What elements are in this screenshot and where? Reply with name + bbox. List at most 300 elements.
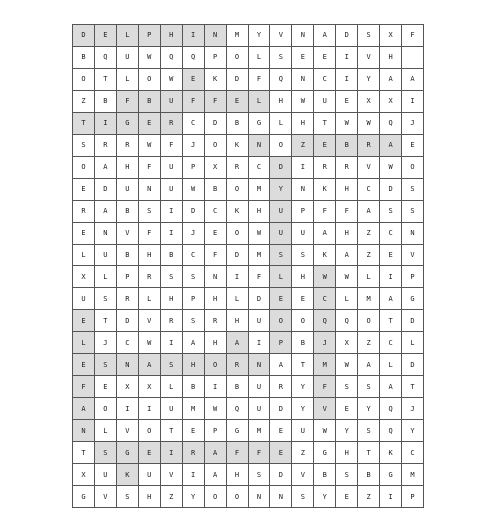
grid-cell[interactable]: R [336,156,358,178]
grid-cell[interactable]: L [226,288,248,310]
grid-cell[interactable]: F [402,25,424,47]
grid-cell[interactable]: J [402,112,424,134]
grid-cell[interactable]: N [292,178,314,200]
grid-cell[interactable]: A [226,332,248,354]
grid-cell[interactable]: P [116,266,138,288]
grid-cell[interactable]: F [248,442,270,464]
grid-cell[interactable]: I [160,442,182,464]
grid-cell[interactable]: E [314,46,336,68]
grid-cell[interactable]: C [380,332,402,354]
grid-cell[interactable]: E [292,46,314,68]
grid-cell[interactable]: V [160,464,182,486]
grid-cell[interactable]: O [226,222,248,244]
grid-cell[interactable]: L [160,376,182,398]
grid-cell[interactable]: I [248,332,270,354]
grid-cell[interactable]: S [94,442,116,464]
grid-cell[interactable]: N [248,134,270,156]
grid-cell[interactable]: I [226,266,248,288]
grid-cell[interactable]: T [358,442,380,464]
grid-cell[interactable]: D [73,25,95,47]
grid-cell[interactable]: E [182,68,204,90]
grid-cell[interactable]: H [138,486,160,508]
grid-cell[interactable]: Y [270,178,292,200]
grid-cell[interactable]: S [380,200,402,222]
grid-cell[interactable]: A [380,288,402,310]
grid-cell[interactable]: O [226,178,248,200]
grid-cell[interactable]: P [204,420,226,442]
grid-cell[interactable]: Z [358,332,380,354]
grid-cell[interactable]: U [160,90,182,112]
grid-cell[interactable]: J [314,332,336,354]
grid-cell[interactable]: Q [380,420,402,442]
grid-cell[interactable]: C [402,442,424,464]
grid-cell[interactable]: X [116,376,138,398]
grid-cell[interactable]: X [380,25,402,47]
grid-cell[interactable]: A [380,376,402,398]
grid-cell[interactable]: K [204,68,226,90]
grid-cell[interactable]: W [138,332,160,354]
grid-cell[interactable]: Z [160,486,182,508]
grid-cell[interactable]: R [116,134,138,156]
grid-cell[interactable]: T [314,112,336,134]
grid-cell[interactable]: N [248,354,270,376]
grid-cell[interactable]: F [138,156,160,178]
grid-cell[interactable]: D [336,25,358,47]
grid-cell[interactable]: V [116,420,138,442]
grid-cell[interactable]: T [380,310,402,332]
grid-cell[interactable]: D [270,464,292,486]
grid-cell[interactable]: G [380,464,402,486]
grid-cell[interactable]: A [73,398,95,420]
grid-cell[interactable]: F [248,266,270,288]
grid-cell[interactable]: W [138,134,160,156]
grid-cell[interactable]: R [116,288,138,310]
grid-cell[interactable]: D [402,310,424,332]
grid-cell[interactable]: D [402,354,424,376]
grid-cell[interactable]: X [380,90,402,112]
grid-cell[interactable]: I [182,25,204,47]
grid-cell[interactable]: O [226,46,248,68]
grid-cell[interactable]: P [182,288,204,310]
grid-cell[interactable]: R [314,156,336,178]
grid-cell[interactable]: I [336,46,358,68]
grid-cell[interactable]: Z [292,134,314,156]
grid-cell[interactable]: S [94,354,116,376]
grid-cell[interactable]: F [314,200,336,222]
grid-cell[interactable]: V [314,398,336,420]
grid-cell[interactable]: R [204,310,226,332]
grid-cell[interactable]: Z [358,244,380,266]
grid-cell[interactable]: I [204,376,226,398]
grid-cell[interactable]: T [73,112,95,134]
grid-cell[interactable]: S [270,244,292,266]
grid-cell[interactable]: W [336,266,358,288]
grid-cell[interactable]: Q [314,310,336,332]
grid-cell[interactable]: R [226,354,248,376]
grid-cell[interactable]: E [94,25,116,47]
grid-cell[interactable]: A [204,442,226,464]
grid-cell[interactable]: A [380,68,402,90]
grid-cell[interactable]: I [138,398,160,420]
grid-cell[interactable]: H [336,222,358,244]
grid-cell[interactable]: R [73,200,95,222]
grid-cell[interactable]: T [402,376,424,398]
grid-cell[interactable]: W [380,156,402,178]
grid-cell[interactable]: N [73,420,95,442]
grid-cell[interactable]: V [358,156,380,178]
grid-cell[interactable] [402,46,424,68]
grid-cell[interactable]: D [204,112,226,134]
grid-cell[interactable]: G [402,288,424,310]
grid-cell[interactable]: F [204,244,226,266]
grid-cell[interactable]: C [380,222,402,244]
grid-cell[interactable]: Q [336,310,358,332]
grid-cell[interactable]: M [314,354,336,376]
grid-cell[interactable]: H [292,112,314,134]
grid-cell[interactable]: H [336,178,358,200]
grid-cell[interactable]: M [248,244,270,266]
grid-cell[interactable]: B [116,244,138,266]
grid-cell[interactable]: D [94,178,116,200]
grid-cell[interactable]: D [116,310,138,332]
grid-cell[interactable]: M [402,464,424,486]
grid-cell[interactable]: U [73,288,95,310]
grid-cell[interactable]: N [270,486,292,508]
grid-cell[interactable]: A [314,25,336,47]
grid-cell[interactable]: B [226,376,248,398]
grid-cell[interactable]: S [94,288,116,310]
grid-cell[interactable]: C [314,68,336,90]
grid-cell[interactable]: K [314,244,336,266]
grid-cell[interactable]: J [402,398,424,420]
grid-cell[interactable]: L [94,420,116,442]
grid-cell[interactable]: L [270,266,292,288]
grid-cell[interactable]: Z [292,442,314,464]
grid-cell[interactable]: W [336,354,358,376]
grid-cell[interactable]: P [402,486,424,508]
grid-cell[interactable]: N [204,266,226,288]
grid-cell[interactable]: M [248,420,270,442]
grid-cell[interactable]: U [116,46,138,68]
grid-cell[interactable]: S [358,376,380,398]
grid-cell[interactable]: O [73,68,95,90]
grid-cell[interactable]: U [248,398,270,420]
grid-cell[interactable]: B [314,464,336,486]
grid-cell[interactable]: N [292,25,314,47]
grid-cell[interactable]: U [160,156,182,178]
grid-cell[interactable]: S [270,46,292,68]
grid-cell[interactable]: K [380,442,402,464]
grid-cell[interactable]: W [314,266,336,288]
grid-cell[interactable]: U [116,178,138,200]
grid-cell[interactable]: D [380,178,402,200]
grid-cell[interactable]: U [94,464,116,486]
grid-cell[interactable]: U [248,310,270,332]
grid-cell[interactable]: S [402,178,424,200]
grid-cell[interactable]: H [204,288,226,310]
grid-cell[interactable]: Q [160,46,182,68]
grid-cell[interactable]: R [226,156,248,178]
grid-cell[interactable]: A [380,134,402,156]
grid-cell[interactable]: A [358,354,380,376]
grid-cell[interactable]: S [402,200,424,222]
grid-cell[interactable]: S [182,310,204,332]
grid-cell[interactable]: H [248,200,270,222]
grid-cell[interactable]: G [314,442,336,464]
grid-cell[interactable]: I [336,68,358,90]
grid-cell[interactable]: L [116,68,138,90]
grid-cell[interactable]: F [116,90,138,112]
grid-cell[interactable]: E [270,442,292,464]
grid-cell[interactable]: X [358,90,380,112]
grid-cell[interactable]: U [270,222,292,244]
grid-cell[interactable]: N [94,222,116,244]
grid-cell[interactable]: S [358,25,380,47]
grid-cell[interactable]: A [358,200,380,222]
grid-cell[interactable]: O [270,310,292,332]
grid-cell[interactable]: O [358,310,380,332]
grid-cell[interactable]: I [380,266,402,288]
grid-cell[interactable]: S [292,486,314,508]
grid-cell[interactable]: G [116,442,138,464]
grid-cell[interactable]: I [182,464,204,486]
grid-cell[interactable]: C [116,332,138,354]
grid-cell[interactable]: K [226,134,248,156]
grid-cell[interactable]: K [226,200,248,222]
grid-cell[interactable]: I [160,222,182,244]
grid-cell[interactable]: P [138,25,160,47]
grid-cell[interactable]: H [226,464,248,486]
grid-cell[interactable]: V [138,310,160,332]
grid-cell[interactable]: D [270,156,292,178]
grid-cell[interactable]: A [94,200,116,222]
grid-cell[interactable]: P [270,332,292,354]
grid-cell[interactable]: D [270,398,292,420]
grid-cell[interactable]: V [358,46,380,68]
grid-cell[interactable]: G [226,420,248,442]
grid-cell[interactable]: T [73,442,95,464]
grid-cell[interactable]: E [204,222,226,244]
grid-cell[interactable]: C [204,200,226,222]
grid-cell[interactable]: D [226,244,248,266]
grid-cell[interactable]: U [160,398,182,420]
grid-cell[interactable]: E [402,134,424,156]
grid-cell[interactable]: X [138,376,160,398]
grid-cell[interactable]: Y [402,420,424,442]
grid-cell[interactable]: S [116,486,138,508]
grid-cell[interactable]: X [204,156,226,178]
grid-cell[interactable]: E [270,420,292,442]
grid-cell[interactable]: L [248,46,270,68]
grid-cell[interactable]: F [226,442,248,464]
grid-cell[interactable]: I [116,398,138,420]
grid-cell[interactable]: T [292,354,314,376]
grid-cell[interactable]: R [138,266,160,288]
grid-cell[interactable]: B [138,90,160,112]
grid-cell[interactable]: U [248,376,270,398]
grid-cell[interactable]: F [160,134,182,156]
grid-cell[interactable]: U [314,90,336,112]
grid-cell[interactable]: W [138,46,160,68]
grid-cell[interactable]: F [336,200,358,222]
grid-cell[interactable]: O [138,420,160,442]
grid-cell[interactable]: B [358,464,380,486]
grid-cell[interactable]: P [402,266,424,288]
grid-cell[interactable]: L [248,90,270,112]
grid-cell[interactable]: E [336,90,358,112]
grid-cell[interactable]: X [73,464,95,486]
grid-cell[interactable]: L [116,25,138,47]
grid-cell[interactable]: F [138,222,160,244]
grid-cell[interactable]: U [292,222,314,244]
grid-cell[interactable]: P [292,200,314,222]
grid-cell[interactable]: B [182,376,204,398]
grid-cell[interactable]: J [94,332,116,354]
grid-cell[interactable]: Y [292,398,314,420]
grid-cell[interactable]: Z [73,90,95,112]
grid-cell[interactable]: A [94,156,116,178]
grid-cell[interactable]: F [248,68,270,90]
grid-cell[interactable]: W [314,420,336,442]
grid-cell[interactable]: S [160,266,182,288]
grid-cell[interactable]: P [204,46,226,68]
grid-cell[interactable]: D [248,288,270,310]
grid-cell[interactable]: H [292,266,314,288]
grid-cell[interactable]: O [270,134,292,156]
grid-cell[interactable]: H [380,46,402,68]
grid-cell[interactable]: U [160,178,182,200]
grid-cell[interactable]: S [138,200,160,222]
grid-cell[interactable]: L [270,112,292,134]
grid-cell[interactable]: W [248,222,270,244]
grid-cell[interactable]: W [182,178,204,200]
grid-cell[interactable]: B [116,200,138,222]
grid-cell[interactable]: O [204,354,226,376]
grid-cell[interactable]: L [73,244,95,266]
grid-cell[interactable]: E [270,288,292,310]
grid-cell[interactable]: O [138,68,160,90]
grid-cell[interactable]: C [182,112,204,134]
grid-cell[interactable]: K [116,464,138,486]
grid-cell[interactable]: S [73,134,95,156]
grid-cell[interactable]: E [138,112,160,134]
grid-cell[interactable]: U [138,464,160,486]
grid-cell[interactable]: A [402,68,424,90]
grid-cell[interactable]: O [292,310,314,332]
grid-cell[interactable]: A [182,332,204,354]
grid-cell[interactable]: Z [358,486,380,508]
grid-cell[interactable]: D [226,68,248,90]
grid-cell[interactable]: T [94,68,116,90]
grid-cell[interactable]: H [160,288,182,310]
grid-cell[interactable]: L [402,332,424,354]
grid-cell[interactable]: H [116,156,138,178]
grid-cell[interactable]: D [182,200,204,222]
grid-cell[interactable]: Y [182,486,204,508]
grid-cell[interactable]: I [160,332,182,354]
grid-cell[interactable]: Y [358,68,380,90]
grid-cell[interactable]: H [270,90,292,112]
grid-cell[interactable]: Q [182,46,204,68]
grid-cell[interactable]: H [160,25,182,47]
grid-cell[interactable]: M [358,288,380,310]
grid-cell[interactable]: G [248,112,270,134]
grid-cell[interactable]: Y [336,420,358,442]
grid-cell[interactable]: T [94,310,116,332]
grid-cell[interactable]: B [336,134,358,156]
grid-cell[interactable]: Q [94,46,116,68]
grid-cell[interactable]: B [73,46,95,68]
grid-cell[interactable]: V [94,486,116,508]
grid-cell[interactable]: Q [380,112,402,134]
grid-cell[interactable]: F [73,376,95,398]
grid-cell[interactable]: S [292,244,314,266]
grid-cell[interactable]: Q [270,68,292,90]
grid-cell[interactable]: C [314,288,336,310]
grid-cell[interactable]: S [248,464,270,486]
grid-cell[interactable]: H [204,332,226,354]
grid-cell[interactable]: E [73,222,95,244]
grid-cell[interactable]: E [73,354,95,376]
grid-cell[interactable]: E [292,288,314,310]
grid-cell[interactable]: F [182,90,204,112]
grid-cell[interactable]: N [116,354,138,376]
grid-cell[interactable]: X [73,266,95,288]
grid-cell[interactable]: F [204,90,226,112]
grid-cell[interactable]: L [73,332,95,354]
grid-cell[interactable]: R [182,442,204,464]
grid-cell[interactable]: A [336,244,358,266]
grid-cell[interactable]: R [160,310,182,332]
grid-cell[interactable]: L [380,354,402,376]
grid-cell[interactable]: H [336,442,358,464]
grid-cell[interactable]: S [160,354,182,376]
grid-cell[interactable]: I [402,90,424,112]
grid-cell[interactable]: X [336,332,358,354]
grid-cell[interactable]: E [314,134,336,156]
grid-cell[interactable]: M [182,398,204,420]
grid-cell[interactable]: L [336,288,358,310]
grid-cell[interactable]: H [138,244,160,266]
grid-cell[interactable]: V [402,244,424,266]
grid-cell[interactable]: N [292,68,314,90]
grid-cell[interactable]: M [248,178,270,200]
grid-cell[interactable]: A [314,222,336,244]
grid-cell[interactable]: J [182,134,204,156]
grid-cell[interactable]: E [226,90,248,112]
grid-cell[interactable]: L [138,288,160,310]
grid-cell[interactable]: U [292,420,314,442]
grid-cell[interactable]: I [380,486,402,508]
grid-cell[interactable]: L [358,266,380,288]
grid-cell[interactable]: Q [380,398,402,420]
grid-cell[interactable]: O [204,134,226,156]
grid-cell[interactable]: S [336,376,358,398]
grid-cell[interactable]: R [270,376,292,398]
grid-cell[interactable]: T [160,420,182,442]
grid-cell[interactable]: K [314,178,336,200]
grid-cell[interactable]: C [248,156,270,178]
grid-cell[interactable]: G [73,486,95,508]
grid-cell[interactable]: O [73,156,95,178]
grid-cell[interactable]: W [336,112,358,134]
grid-cell[interactable]: V [292,464,314,486]
grid-cell[interactable]: B [94,90,116,112]
grid-cell[interactable]: S [358,420,380,442]
grid-cell[interactable]: A [270,354,292,376]
grid-cell[interactable]: B [226,112,248,134]
grid-cell[interactable]: I [94,112,116,134]
